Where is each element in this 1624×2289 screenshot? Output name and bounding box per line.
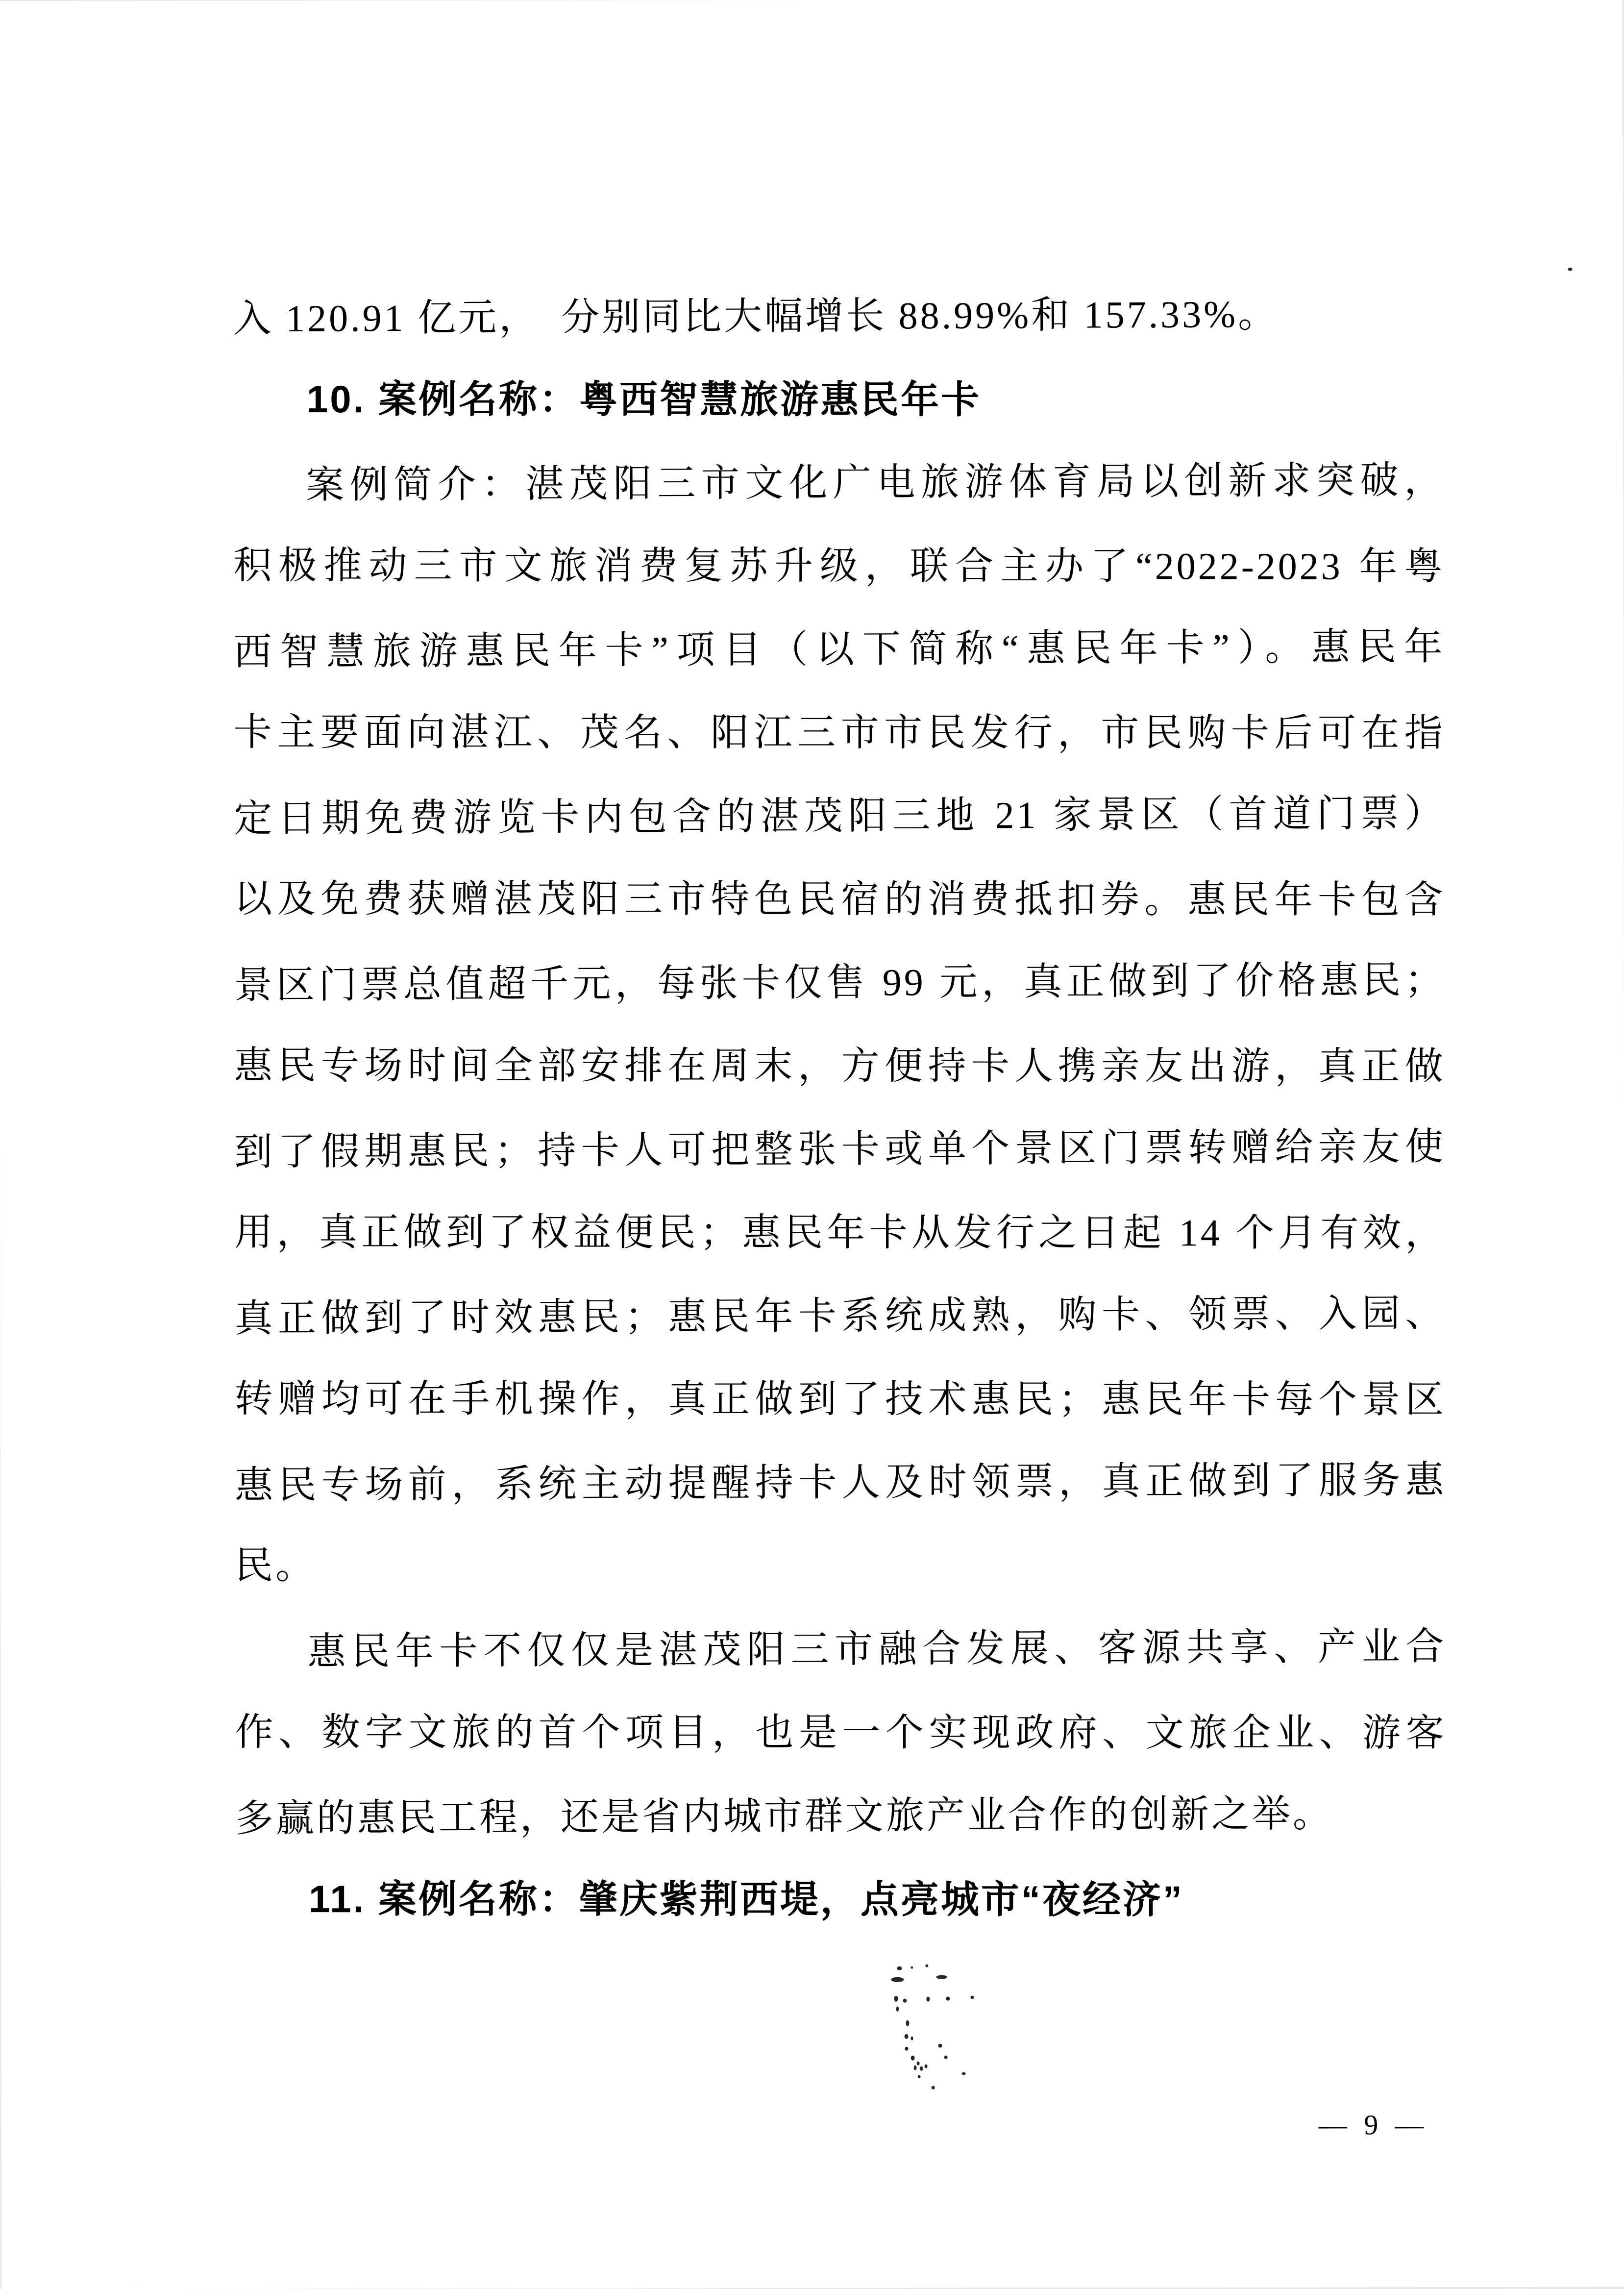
scan-speck — [897, 1966, 902, 1970]
scan-speck — [926, 1997, 930, 2002]
scan-speck — [962, 2072, 966, 2075]
body-text-line: 积极推动三市文旅消费复苏升级，联合主办了“2022-2023 年粤 — [233, 544, 1445, 588]
scan-speck — [925, 2065, 928, 2068]
body-text-line: 民。 — [235, 1544, 317, 1587]
body-text-line: 作、数字文旅的首个项目，也是一个实现政府、文旅企业、游客 — [235, 1711, 1447, 1754]
body-text-line: 以及免费获赠湛茂阳三市特色民宿的消费抵扣券。惠民年卡包含 — [234, 877, 1446, 921]
scan-speck — [936, 1975, 947, 1979]
scan-speck — [894, 1996, 898, 2002]
scan-speck — [911, 2056, 915, 2061]
body-text-line: 惠民年卡不仅仅是湛茂阳三市融合发展、客源共享、产业合 — [307, 1625, 1447, 1673]
scan-speck — [970, 1996, 974, 1999]
scan-speck — [1568, 268, 1573, 271]
scan-artifacts — [0, 0, 1623, 1]
scan-speck — [925, 1965, 928, 1967]
case-10-heading: 10. 案例名称：粤西智慧旅游惠民年卡 — [306, 377, 982, 422]
scan-speck — [905, 2034, 909, 2039]
body-text-line: 用，真正做到了权益便民；惠民年卡从发行之日起 14 个月有效， — [234, 1211, 1446, 1254]
body-text-line: 真正做到了时效惠民；惠民年卡系统成熟，购卡、领票、入园、 — [234, 1292, 1446, 1340]
body-text-line: 惠民专场前，系统主动提醒持卡人及时领票，真正做到了服务惠 — [234, 1458, 1447, 1507]
scan-speck — [891, 1977, 904, 1982]
scan-speck — [918, 2075, 921, 2078]
scan-speck — [906, 2020, 909, 2026]
scan-speck — [911, 2037, 913, 2040]
scan-speck — [903, 1999, 907, 2003]
body-text-line: 到了假期惠民；持卡人可把整张卡或单个景区门票转赠给亲友使 — [234, 1125, 1446, 1173]
scan-speck — [920, 2066, 923, 2071]
scan-speck — [905, 2047, 909, 2051]
body-text-line: 惠民专场时间全部安排在周末，方便持卡人携亲友出游，真正做 — [234, 1044, 1446, 1088]
body-text-line: 定日期免费游览卡内包含的湛茂阳三地 21 家景区（首道门票） — [233, 792, 1446, 840]
scan-speck — [938, 2044, 942, 2048]
scan-speck — [910, 1966, 913, 1969]
scan-speck — [944, 2056, 948, 2059]
scan-speck — [946, 1997, 950, 2001]
body-text-line: 多赢的惠民工程，还是省内城市群文旅产业合作的创新之举。 — [235, 1792, 1334, 1840]
body-text-line: 景区门票总值超千元，每张卡仅售 99 元，真正做到了价格惠民； — [234, 958, 1446, 1007]
body-text-line: 入 120.91 亿元， 分别同比大幅增长 88.99%和 157.33%。 — [233, 292, 1279, 340]
case-11-heading: 11. 案例名称：肇庆紫荆西堤，点亮城市“夜经济” — [309, 1877, 1184, 1921]
body-text-line: 案例简介：湛茂阳三市文化广电旅游体育局以创新求突破， — [305, 458, 1445, 506]
body-text-line: 转赠均可在手机操作，真正做到了技术惠民；惠民年卡每个景区 — [234, 1377, 1446, 1421]
scan-speck — [932, 2086, 935, 2090]
page-number: — 9 — — [1318, 2109, 1428, 2141]
scan-speck — [896, 2007, 899, 2012]
body-text-line: 西智慧旅游惠民年卡”项目（以下简称“惠民年卡”）。惠民年 — [233, 625, 1445, 673]
scan-speck — [917, 2062, 920, 2065]
document-text-block — [233, 274, 1447, 1941]
body-text-line: 卡主要面向湛江、茂名、阳江三市市民发行，市民购卡后可在指 — [233, 711, 1445, 754]
scan-speck — [914, 2065, 917, 2070]
